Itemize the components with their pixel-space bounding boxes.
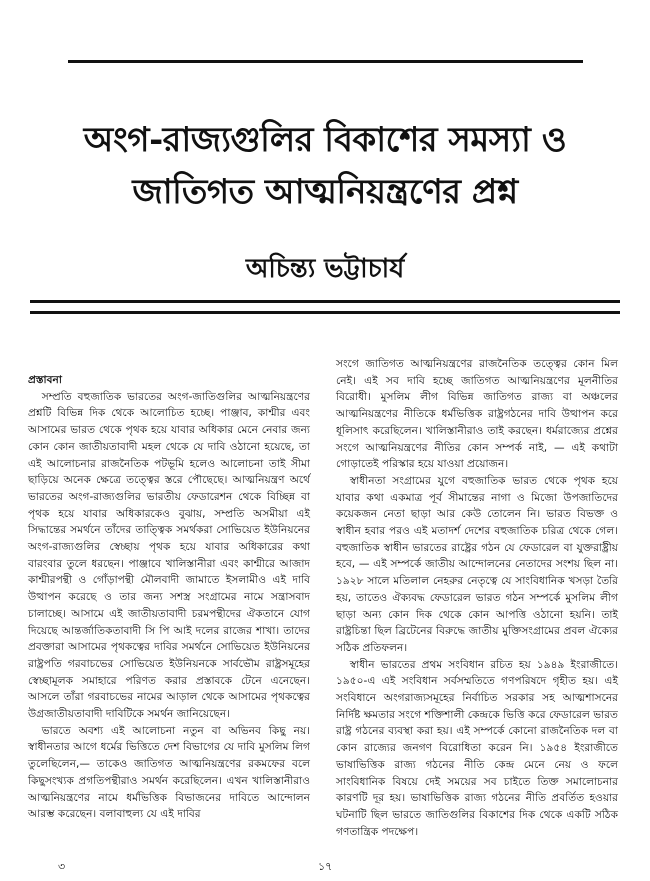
left-paragraph-1: সম্প্রতি বহুজাতিক ভারতের অংগ-জাতিগুলির আত্মনিয়ন্ত্রণের প্রশ্নটি বিভিন্ন দিক থেকে আলোচিত হচ্ছে। পাঞ্জাব, কাশ্মীর এবং আসামের ভারত থেকে পৃথক হয়ে যাবার অধিকার মেনে নেবার জন্য কোন কোন জাতীয়তাবাদী মহল থেকে যে দাবি ওঠানো হয়েছে, তা এই আলোচনার রাজনৈতিক পটভূমি হলেও আলোচনা তাই সীমা ছাড়িয়ে অনেক ক্ষেত্রে তত্ত্বের স্তরে পৌছেছে। আত্মনিয়ন্ত্রণ অর্থে ভারতের অংগ-রাজ্যগুলির ভারতীয় ফেডারেশন থেকে বিচ্ছিন্ন বা পৃথক হয়ে যাবার অধিকারকেও বুঝায়, সম্প্রতি অসমীয়া এই সিদ্ধান্তের সমর্থনে তাঁদের তাত্ত্বিক সমর্থকরা সোভিয়েত ইউনিয়নের অংগ-রাজ্যগুলির স্বেচ্ছায় পৃথক হয়ে যাবার অধিকারের কথা বারংবার তুলে ধরছেন। পাঞ্জাবে খালিস্তানীরা এবং কাশ্মীরে আজাদ কাশ্মীরপন্থী ও গোঁড়াপন্থী মৌলবাদী জামাতে ইসলামীও এই দাবি উত্থাপন করেছে ও তার জন্য সশস্ত্র সংগ্রামের নামে সন্ত্রাসবাদ চালাচ্ছে। আসামে এই জাতীয়তাবাদী চরমপন্থীদের ঐকতানে যোগ দিয়েছে আন্তর্জাতিকতাবাদী সি পি আই দলের রাজের শাখা। তাদের প্রবক্তারা আসামের পৃথকত্বের দাবির সমর্থনে সোভিয়েত ইউনিয়নের রাষ্ট্রপতি গরবাচভের সোভিয়েত ইউনিয়নকে সার্বভৌম রাষ্ট্রসমূহের স্বেচ্ছামূলক সমাহারে পরিণত করার প্রস্তাবকে টেনে এনেছেন। আসলে তাঁরা গরবাচভের নামের আড়াল থেকে আসামের পৃথকত্বের উগ্রজাতীয়তাবাদী দাবিটিকে সমর্থন জানিয়েছেন। <box>28 390 310 721</box>
right-paragraph-2: স্বাধীনতা সংগ্রামের যুগে বহুজাতিক ভারত থেকে পৃথক হয়ে যাবার কথা একমাত্র পূর্ব সীমান্তের নাগা ও মিজো উপজাতিদের কয়েকজন নেতা ছাড়া আর কেউ তোলেন নি। ভারত বিভক্ত ও স্বাধীন হবার পরও এই মতাদর্শ দেশের বহুজাতিক চরিত্র থেকে গেল। বহুজাতিক স্বাধীন ভারতের রাষ্ট্রের গঠন যে ফেডারেল বা যুক্তরাষ্ট্রীয় হবে, — এই সম্পর্কে জাতীয় আন্দোলনের নেতাদের সংশয় ছিল না। ১৯২৮ সালে মতিলাল নেহরুর নেতৃত্বে যে সাংবিধানিক খসড়া তৈরি হয়, তাতেও ঐক্যবদ্ধ ফেডারেল ভারত গঠন সম্পর্কে মুসলিম লীগ ছাড়া অন্য কোন দিক থেকে কোন আপত্তি ওঠানো হয়নি। তাই রাষ্ট্রচিন্তা ছিল ব্রিটেনের বিরুদ্ধে জাতীয় মুক্তিসংগ্রামের প্রবল ঐক্যের সঠিক প্রতিফলন। <box>336 474 618 654</box>
right-paragraph-3: স্বাধীন ভারতের প্রথম সংবিধান রচিত হয় ১৯৪৯ ইংরাজীতে। ১৯৫০-এ এই সংবিধান সর্বসম্মতিতে গণপরিষদে গৃহীত হয়। এই সংবিধানে অংগরাজ্যসমূহের নির্বাচিত সরকার সহ আত্মশাসনের নির্দিষ্ট ক্ষমতার সংগে শক্তিশালী কেন্দ্রকে ভিত্তি করে ফেডারেল ভারত রাষ্ট্র গঠনের ব্যবস্থা করা হয়। এই সম্পর্কে কোনো রাজনৈতিক দল বা কোন রাজ্যের জনগণ বিরোধিতা করেন নি। ১৯৫৪ ইংরাজীতে ভাষাভিত্তিক রাজ্য গঠনের নীতি কেন্দ্র মেনে নেয় ও ফলে সাংবিধানিক বিষয়ে দেই সময়ের সব চাইতে তিক্ত সমালোচনার কারণটি দূর হয়। ভাষাভিত্তিক রাজ্য গঠনের নীতি প্রবর্তিত হওয়ার ঘটনাটি ছিল ভারতে জাতিগুলির বিকাশের দিক থেকে একটি সঠিক গণতান্ত্রিক পদক্ষেপ। <box>336 658 618 838</box>
left-column <box>28 372 310 823</box>
left-paragraph-2: ভারতে অবশ্য এই আলোচনা নতুন বা অভিনব কিছু নয়। স্বাধীনতার আগে ধর্মের ভিত্তিতে দেশ বিভাগের যে দাবি মুসলিম লিগ তুলেছিলেন,— তাকেও জাতিগত আত্মনিয়ন্ত্রণের রকমফের বলে কিছুসংখ্যক প্রগতিপন্থীরাও সমর্থন করেছিলেন। এখন খালিস্তানীরাও আত্মনিয়ন্ত্রণের নামে ধর্মভিত্তিক বিভাজনের দাবিতে আন্দোলন আরম্ভ করেছেন। বলাবাহুল্য যে এই দাবির <box>28 724 310 821</box>
author-rule-upper <box>30 300 620 303</box>
folio-left: ৩ <box>58 860 66 873</box>
author-rule-lower <box>30 311 620 314</box>
right-paragraph-1: সংগে জাতিগত আত্মনিয়ন্ত্রণের রাজনৈতিক তত্ত্বের কোন মিল নেই। এই সব দাবি হচ্ছে জাতিগত আত্মনিয়ন্ত্রণের মূলনীতির বিরোধী। মুসলিম লীগ বিভিন্ন জাতিগত রাজ্য বা অঞ্চলের আত্মনিয়ন্ত্রণের নীতিকে ধর্মভিত্তিক রাষ্ট্রগঠনের দাবি উত্থাপন করে ধূলিসাৎ করেছিলেন। খালিস্তানীরাও তাই করছেন। ধর্মরাজ্যের প্রশ্নের সংগে আত্মনিয়ন্ত্রণের নীতির কোন সম্পর্ক নাই, — এই কথাটা গোড়াতেই পরিস্কার হয়ে যাওয়া প্রয়োজন। <box>336 358 618 471</box>
page-number: ১৭ <box>318 860 333 873</box>
article-title-line-1: অংগ-রাজ্যগুলির বিকাশের সমস্যা ও <box>83 120 567 160</box>
section-heading: প্রস্তাবনা <box>28 374 62 386</box>
top-rule <box>68 60 583 63</box>
right-column <box>336 356 618 840</box>
article-author: অচিন্ত্য ভট্টাচার্য <box>245 254 405 284</box>
article-title-line-2: জাতিগত আত্মনিয়ন্ত্রণের প্রশ্ন <box>132 172 518 212</box>
